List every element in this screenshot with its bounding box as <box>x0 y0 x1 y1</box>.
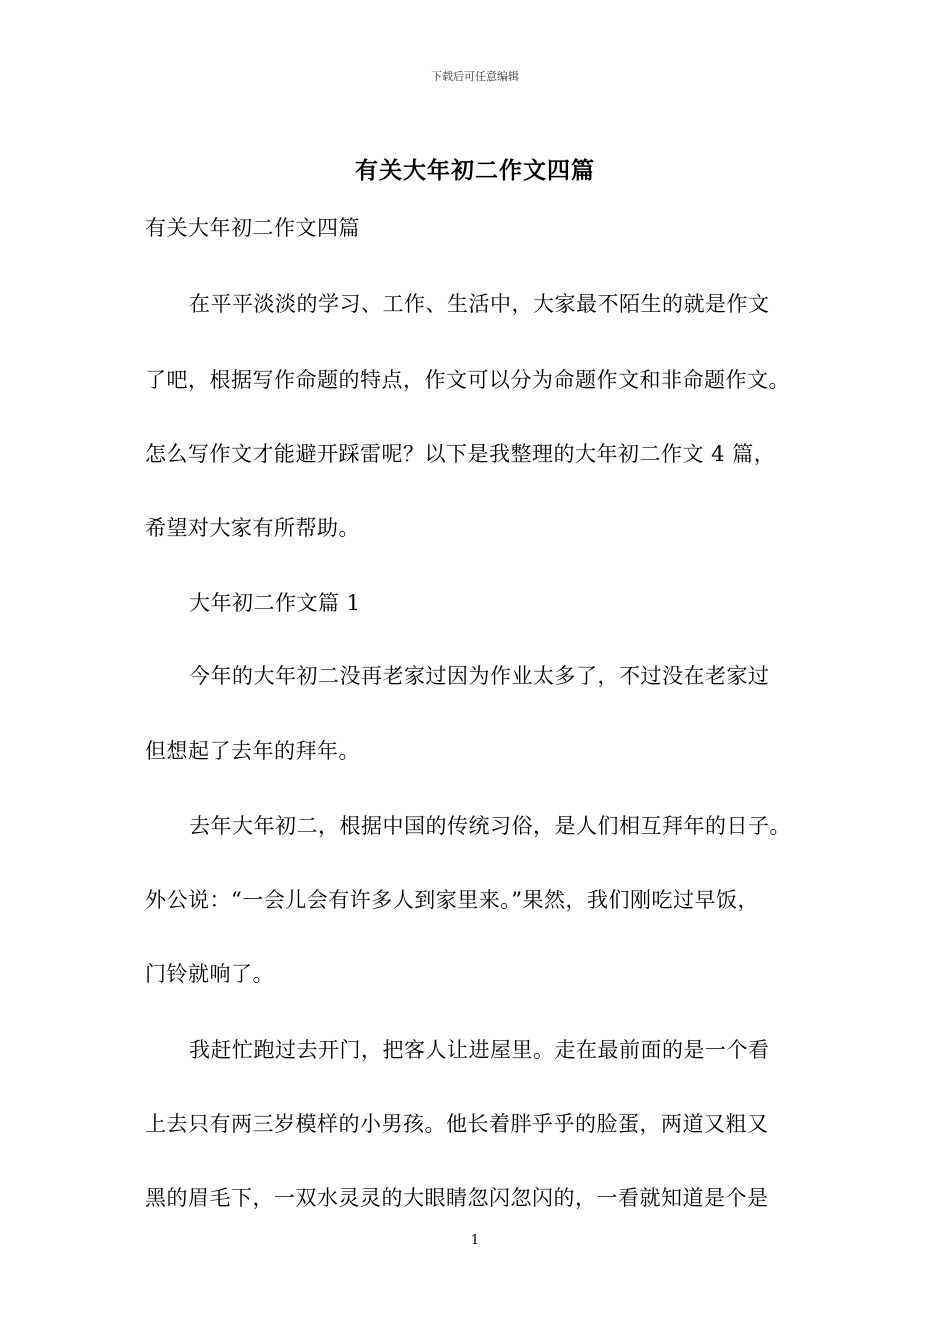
paragraph-line: 但想起了去年的拜年。 <box>145 739 360 763</box>
paragraph-line: 怎么写作文才能避开踩雷呢？以下是我整理的大年初二作文 4 篇， <box>145 442 776 466</box>
paragraph-line: 在平平淡淡的学习、工作、生活中，大家最不陌生的就是作文 <box>189 292 770 316</box>
header-note: 下载后可任意编辑 <box>431 70 519 83</box>
paragraph-line: 黑的眉毛下，一双水灵灵的大眼睛忽闪忽闪的，一看就知道是个是 <box>145 1186 769 1210</box>
subtitle-line: 有关大年初二作文四篇 <box>145 216 360 240</box>
paragraph-line: 今年的大年初二没再老家过因为作业太多了，不过没在老家过 <box>189 664 770 688</box>
section-heading: 大年初二作文篇 1 <box>189 591 361 615</box>
paragraph-line: 希望对大家有所帮助。 <box>145 516 360 540</box>
paragraph-line: 门铃就响了。 <box>145 962 274 986</box>
paragraph-line: 了吧，根据写作命题的特点，作文可以分为命题作文和非命题作文。 <box>145 368 790 392</box>
paragraph-line: 外公说：“一会儿会有许多人到家里来。”果然，我们刚吃过早饭， <box>145 888 759 912</box>
document-title: 有关大年初二作文四篇 <box>355 157 595 184</box>
paragraph-line: 我赶忙跑过去开门，把客人让进屋里。走在最前面的是一个看 <box>189 1038 770 1062</box>
page-number: 1 <box>470 1233 480 1248</box>
paragraph-line: 去年大年初二，根据中国的传统习俗，是人们相互拜年的日子。 <box>189 814 791 838</box>
paragraph-line: 上去只有两三岁模样的小男孩。他长着胖乎乎的脸蛋，两道又粗又 <box>145 1112 769 1136</box>
